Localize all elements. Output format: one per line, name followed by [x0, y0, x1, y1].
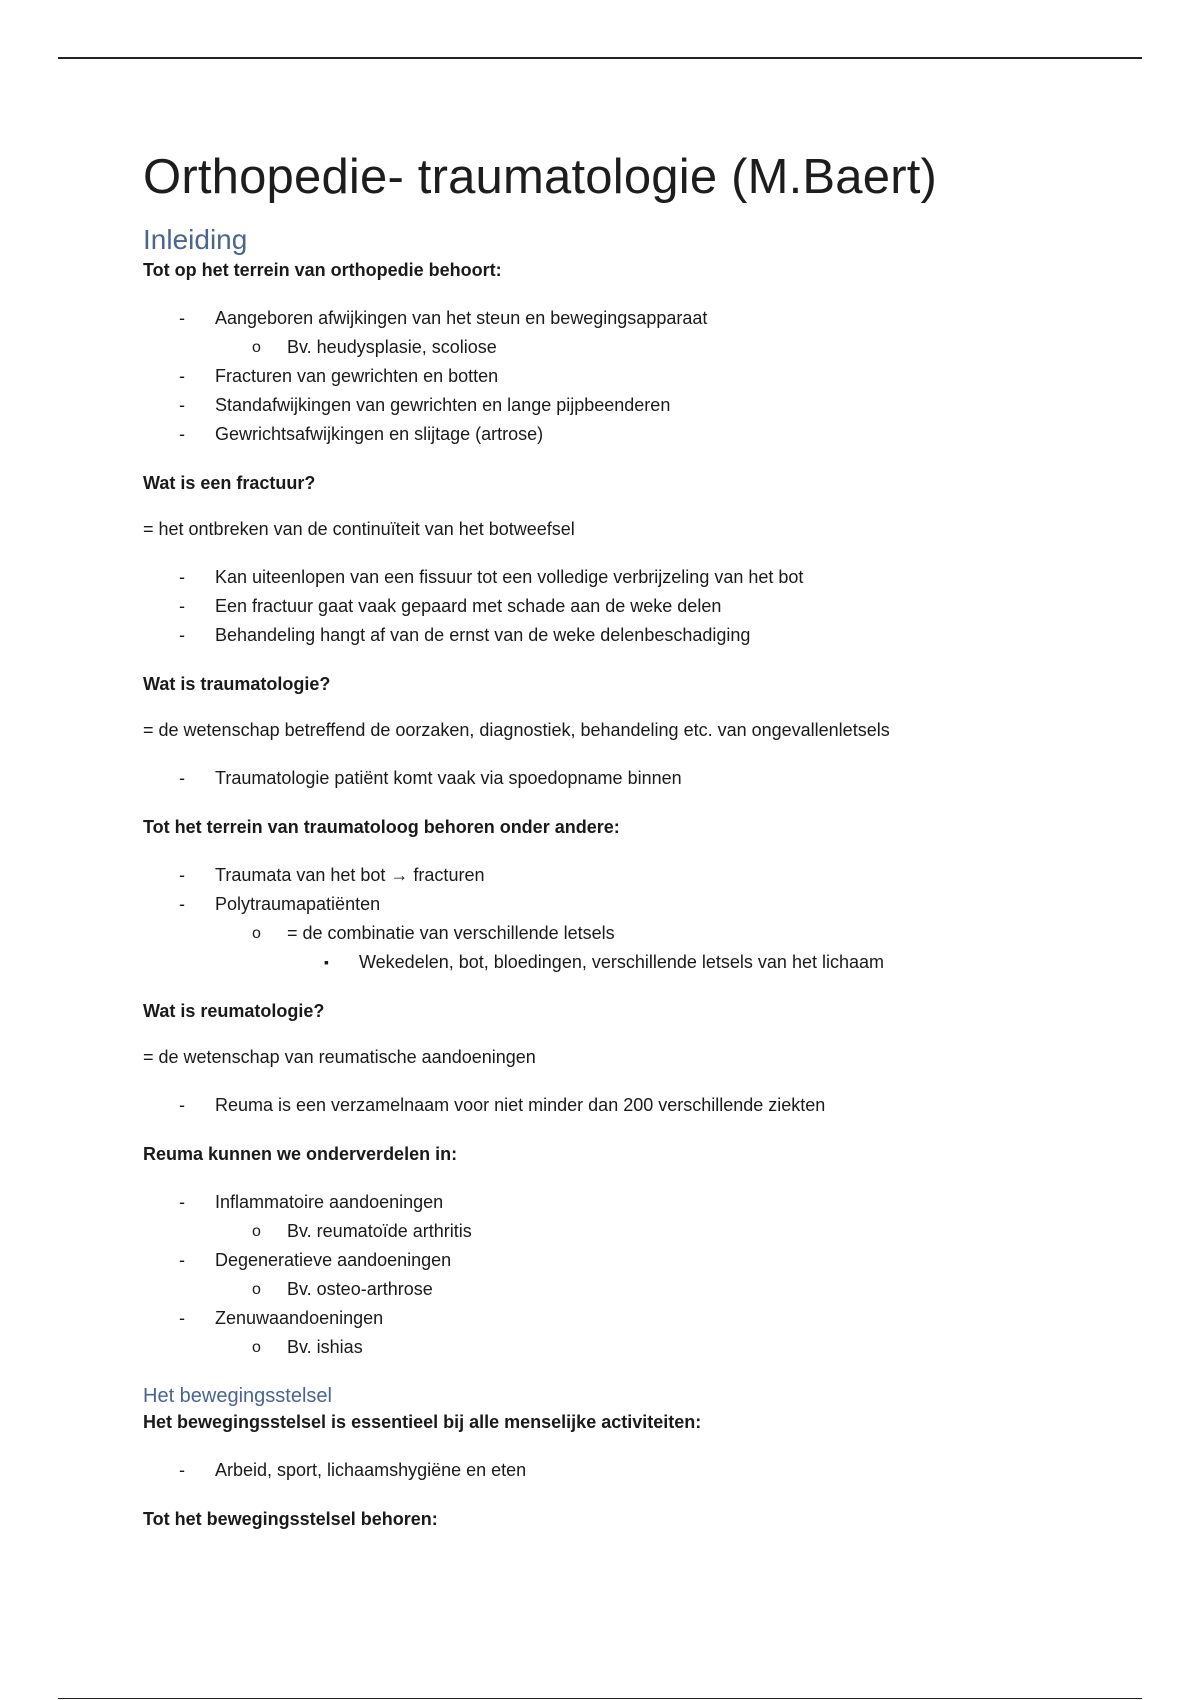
list-item: - Kan uiteenlopen van een fissuur tot een volledige verbrijzeling van het bot: [143, 563, 1143, 592]
dash-bullet: -: [179, 894, 185, 914]
list-item: - Fracturen van gewrichten en botten: [143, 362, 1143, 391]
dash-bullet: -: [179, 865, 185, 885]
list-item: - Reuma is een verzamelnaam voor niet minder dan 200 verschillende ziekten: [143, 1091, 1143, 1120]
list-item: o Bv. heudysplasie, scoliose: [215, 333, 1143, 362]
dash-bullet: -: [179, 625, 185, 645]
question-behoren: Tot het bewegingsstelsel behoren:: [143, 1509, 438, 1529]
list-item: - Een fractuur gaat vaak gepaard met schade aan de weke delen: [143, 592, 1143, 621]
list-item: - Degeneratieve aandoeningen o Bv. osteo-arthrose: [143, 1246, 1143, 1304]
circle-bullet: o: [252, 925, 261, 942]
dash-bullet: -: [179, 1308, 185, 1328]
list-item: - Aangeboren afwijkingen van het steun en bewegingsapparaat o Bv. heudysplasie, scoliose: [143, 304, 1143, 362]
list-item: ▪ Wekedelen, bot, bloedingen, verschillende letsels van het lichaam: [287, 948, 1143, 977]
question-traumatologie: Wat is traumatologie?: [143, 674, 331, 694]
list-item: o Bv. ishias: [215, 1333, 1143, 1362]
list-reuma: [143, 1188, 1143, 1362]
dash-bullet: -: [179, 768, 185, 788]
question-orthopedie: Tot op het terrein van orthopedie behoort:: [143, 260, 502, 280]
dash-bullet: -: [179, 596, 185, 616]
list-item: - Arbeid, sport, lichaamshygiëne en eten: [143, 1456, 1143, 1485]
circle-bullet: o: [252, 339, 261, 356]
dash-bullet: -: [179, 395, 185, 415]
list-item: - Zenuwaandoeningen o Bv. ishias: [143, 1304, 1143, 1362]
dash-bullet: -: [179, 308, 185, 328]
list-item: - Standafwijkingen van gewrichten en lange pijpbeenderen: [143, 391, 1143, 420]
definition-fractuur: = het ontbreken van de continuïteit van het botweefsel: [143, 519, 575, 539]
circle-bullet: o: [252, 1223, 261, 1240]
top-rule: [58, 57, 1142, 59]
list-item: - Traumatologie patiënt komt vaak via spoedopname binnen: [143, 764, 1143, 793]
list-item: - Inflammatoire aandoeningen o Bv. reumatoïde arthritis: [143, 1188, 1143, 1246]
list-orthopedie: [143, 304, 1143, 449]
dash-bullet: -: [179, 567, 185, 587]
list-item: - Behandeling hangt af van de ernst van de weke delenbeschadiging: [143, 621, 1143, 650]
section-heading-inleiding: Inleiding: [143, 224, 248, 255]
list-item: o Bv. osteo-arthrose: [215, 1275, 1143, 1304]
document-body: [143, 146, 1143, 1531]
list-item: o = de combinatie van verschillende letsels ▪ Wekedelen, bot, bloedingen, verschillende letsels van het lichaam: [215, 919, 1143, 977]
list-traumatoloog: [143, 861, 1143, 977]
dash-bullet: -: [179, 1460, 185, 1480]
dash-bullet: -: [179, 424, 185, 444]
definition-traumatologie: = de wetenschap betreffend de oorzaken, diagnostiek, behandeling etc. van ongevallenletsels: [143, 720, 890, 740]
question-reumatologie: Wat is reumatologie?: [143, 1001, 325, 1021]
square-bullet: ▪: [324, 954, 329, 970]
question-fractuur: Wat is een fractuur?: [143, 473, 316, 493]
list-fractuur: [143, 563, 1143, 650]
question-traumatoloog: Tot het terrein van traumatoloog behoren onder andere:: [143, 817, 620, 837]
bottom-rule: [58, 1698, 1142, 1699]
list-item: - Polytraumapatiënten o = de combinatie van verschillende letsels ▪ Wekedelen, bot, bloedingen, verschillende letsels van het lichaam: [143, 890, 1143, 977]
circle-bullet: o: [252, 1281, 261, 1298]
list-traumatologie: [143, 764, 1143, 793]
list-item: o Bv. reumatoïde arthritis: [215, 1217, 1143, 1246]
definition-reumatologie: = de wetenschap van reumatische aandoeningen: [143, 1047, 536, 1067]
circle-bullet: o: [252, 1339, 261, 1356]
list-bewegingsstelsel: [143, 1456, 1143, 1485]
document-title: Orthopedie- traumatologie (M.Baert): [143, 150, 938, 204]
section-heading-bewegingsstelsel: Het bewegingsstelsel: [143, 1385, 332, 1407]
question-reuma: Reuma kunnen we onderverdelen in:: [143, 1144, 458, 1164]
list-item: - Gewrichtsafwijkingen en slijtage (artrose): [143, 420, 1143, 449]
dash-bullet: -: [179, 1095, 185, 1115]
question-bewegingsstelsel: Het bewegingsstelsel is essentieel bij alle menselijke activiteiten:: [143, 1412, 702, 1432]
dash-bullet: -: [179, 1192, 185, 1212]
list-item: - Traumata van het bot → fracturen: [143, 861, 1143, 890]
dash-bullet: -: [179, 1250, 185, 1270]
list-reumatologie: [143, 1091, 1143, 1120]
dash-bullet: -: [179, 366, 185, 386]
